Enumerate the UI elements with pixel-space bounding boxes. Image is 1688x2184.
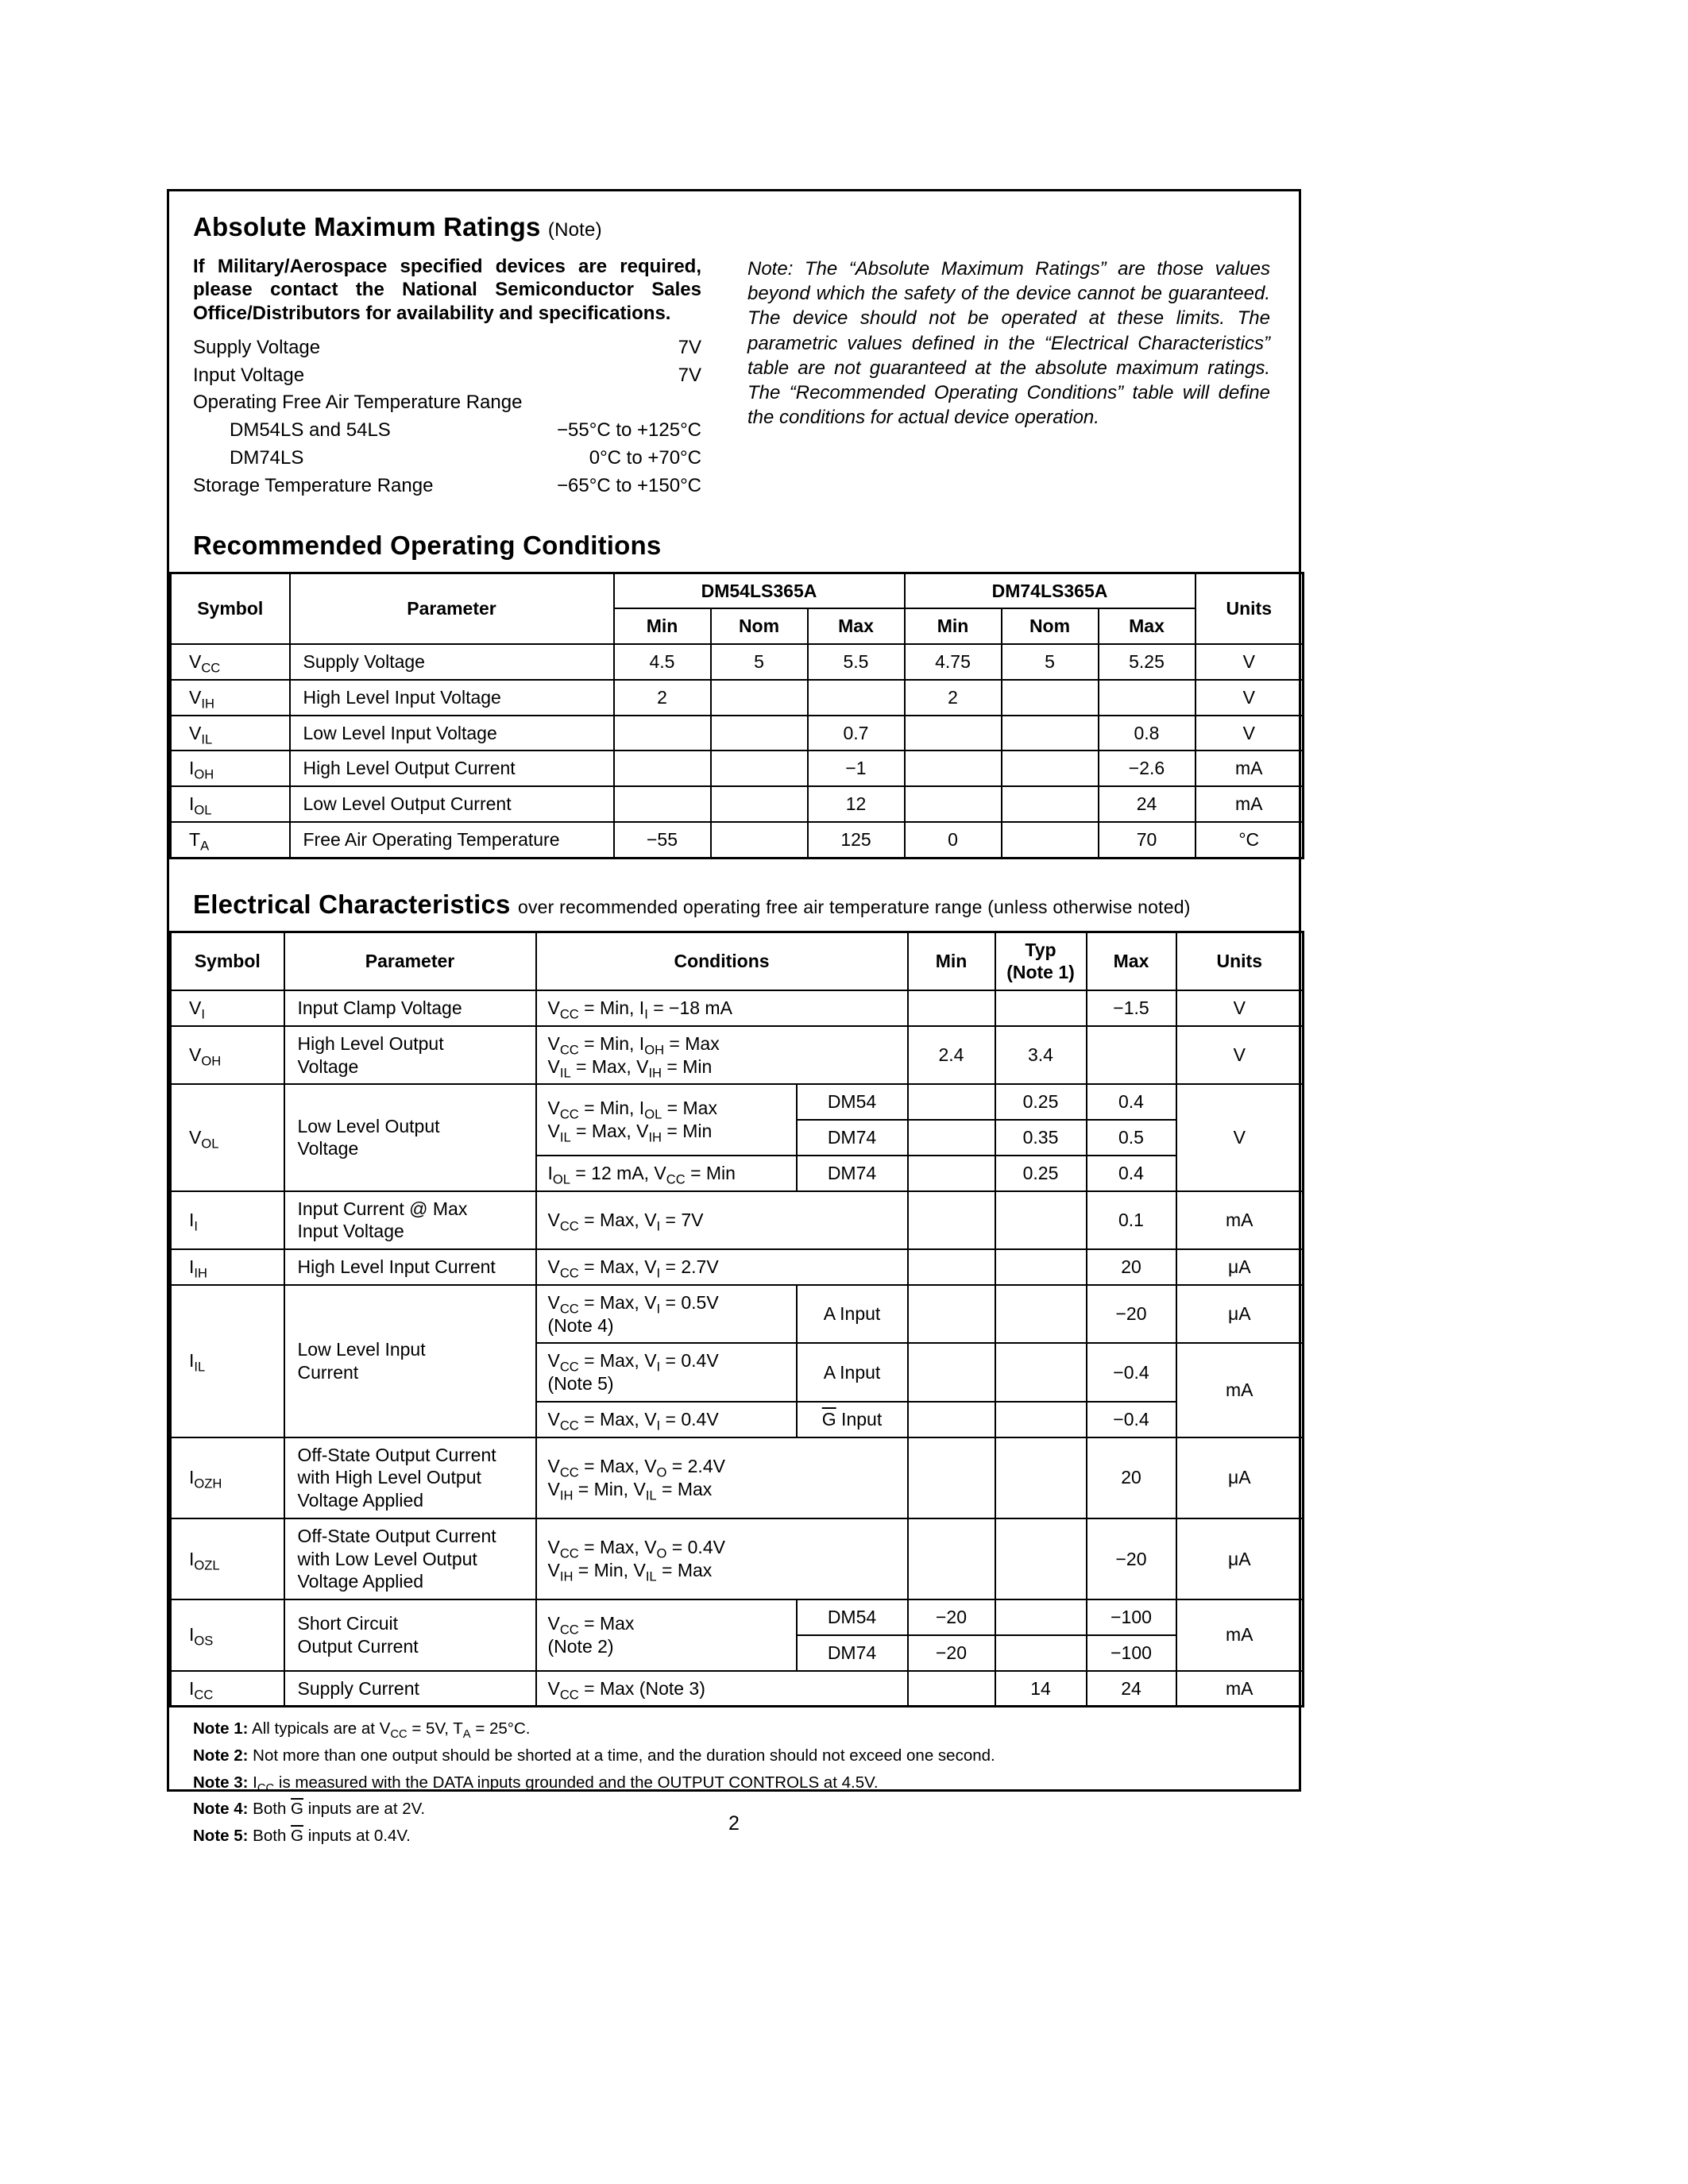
cell: $V_{CC}$ = Max, $V_O = 2.4V$ $V_{IH}$ = Min, $V_{IL}$ = Max [536,1437,908,1518]
cell [908,1156,995,1191]
cell: 2.4 [908,1026,995,1085]
table-row [171,932,1304,990]
table-row [171,1599,1304,1635]
cell: $V_{IH}$ [171,680,290,716]
table-row [171,1437,1304,1518]
cell: $V_{OH}$ [171,1026,284,1085]
note-line: Note 4: Both $\overline{G}$ inputs are at 2V. [193,1800,426,1819]
cell: 0.35 [995,1120,1087,1156]
cell: V [1176,1026,1304,1085]
cell [908,1402,995,1437]
cell: DM54 [797,1084,908,1120]
header-cell: Conditions [536,932,908,990]
table-row [171,1026,1304,1085]
amr-right-column [747,255,1270,500]
cell: −0.4 [1087,1402,1176,1437]
cell: A Input [797,1285,908,1344]
table-row [171,1084,1304,1120]
cell [614,786,711,822]
cell: 0.25 [995,1084,1087,1120]
header-cell: Nom [1002,608,1099,644]
content-frame [167,189,1301,1845]
cell [995,990,1087,1026]
header-cell: DM54LS365A [614,573,905,608]
ec-title [193,889,1270,920]
cell [908,1285,995,1344]
cell: −1 [808,751,905,786]
absolute-maximum-ratings-section [169,191,1299,500]
cell: mA [1196,786,1304,822]
cell: $\overline{G}$ Input [797,1402,908,1437]
cell: A Input [797,1343,908,1402]
header-cell: Nom [711,608,808,644]
ec-title-text: Electrical Characteristics [193,889,511,919]
table-row [171,1285,1304,1344]
cell: 20 [1087,1437,1176,1518]
cell: Low Level Input Voltage [290,716,614,751]
roc-heading [169,500,1299,561]
cell [1099,680,1196,716]
cell: 70 [1099,822,1196,858]
cell: mA [1196,751,1304,786]
header-cell: Min [614,608,711,644]
cell: mA [1176,1671,1304,1707]
cell [808,680,905,716]
spec-row [193,417,701,445]
cell: $V_{IL}$ [171,716,290,751]
amr-left-column [193,255,701,500]
cell: °C [1196,822,1304,858]
spec-label: Operating Free Air Temperature Range [193,392,523,414]
cell: 4.75 [905,644,1002,680]
cell: 0.4 [1087,1084,1176,1120]
cell: −100 [1087,1599,1176,1635]
header-cell: Units [1176,932,1304,990]
cell: $V_{CC}$ = Min, $I_I = -18$ mA [536,990,908,1026]
table-row [171,1249,1304,1285]
cell: 0 [905,822,1002,858]
cell: V [1176,990,1304,1026]
cell [711,822,808,858]
table-row [171,990,1304,1026]
cell: $V_{CC}$ = Max (Note 3) [536,1671,908,1707]
note-line: Note 5: Both $\overline{G}$ inputs at 0.4V. [193,1826,411,1845]
cell [995,1191,1087,1250]
cell: 14 [995,1671,1087,1707]
amr-title [193,212,1270,242]
cell [614,751,711,786]
cell [995,1599,1087,1635]
cell: DM74 [797,1156,908,1191]
cell: 0.7 [808,716,905,751]
table-row [171,680,1304,716]
cell: Off-State Output Current with High Level Output Voltage Applied [284,1437,536,1518]
cell: $I_{OZH}$ [171,1437,284,1518]
cell [908,1084,995,1120]
cell: V [1196,644,1304,680]
header-cell: Parameter [290,573,614,644]
cell: $V_{CC}$ = Min, $I_{OL}$ = Max $V_{IL}$ = Max, $V_{IH}$ = Min [536,1084,797,1156]
cell: μA [1176,1249,1304,1285]
note-line: Note 3: $I_{CC}$ is measured with the DATA inputs grounded and the OUTPUT CONTROLS at 4.5V. [193,1773,879,1795]
note-line: Note 2: Not more than one output should be shorted at a time, and the duration should not exceed one second. [193,1746,995,1765]
roc-title: Recommended Operating Conditions [193,530,662,560]
cell [908,1518,995,1599]
cell: −20 [1087,1518,1176,1599]
cell: DM74 [797,1635,908,1671]
cell [614,716,711,751]
cell: $I_{IH}$ [171,1249,284,1285]
spec-value: −65°C to +150°C [557,474,701,496]
header-cell: Max [808,608,905,644]
table-row [171,786,1304,822]
cell [908,990,995,1026]
spec-label: DM54LS and 54LS [230,419,391,442]
table-row [171,716,1304,751]
header-cell: Max [1087,932,1176,990]
cell: −20 [908,1635,995,1671]
cell: 0.5 [1087,1120,1176,1156]
cell [908,1437,995,1518]
cell: $I_{CC}$ [171,1671,284,1707]
cell: −100 [1087,1635,1176,1671]
table-row [171,1518,1304,1599]
cell: 4.5 [614,644,711,680]
cell: High Level Input Current [284,1249,536,1285]
header-cell: Symbol [171,573,290,644]
cell [995,1249,1087,1285]
spec-label: Input Voltage [193,364,305,386]
cell: Supply Current [284,1671,536,1707]
cell: −0.4 [1087,1343,1176,1402]
cell: mA [1176,1343,1304,1437]
cell: $I_{OL} = 12$ mA, $V_{CC}$ = Min [536,1156,797,1191]
cell [908,1343,995,1402]
cell [995,1285,1087,1344]
cell: −20 [908,1599,995,1635]
cell [995,1437,1087,1518]
cell: $V_{CC}$ = Max (Note 2) [536,1599,797,1671]
cell: 5.25 [1099,644,1196,680]
spec-label: Storage Temperature Range [193,474,434,496]
cell: V [1196,716,1304,751]
cell: 20 [1087,1249,1176,1285]
cell [908,1120,995,1156]
cell: $V_{CC}$ = Max, $V_O = 0.4V$ $V_{IH}$ = Min, $V_{IL}$ = Max [536,1518,908,1599]
cell: 0.8 [1099,716,1196,751]
cell: $V_{CC}$ = Min, $I_{OH}$ = Max $V_{IL}$ = Max, $V_{IH}$ = Min [536,1026,908,1085]
cell: Off-State Output Current with Low Level Output Voltage Applied [284,1518,536,1599]
cell [1087,1026,1176,1085]
header-cell: Max [1099,608,1196,644]
spec-value: −55°C to +125°C [557,419,701,442]
header-cell: DM74LS365A [905,573,1196,608]
note-line: Note 1: All typicals are at $V_{CC} = 5V$, $T_A = 25^\circ C$. [193,1719,531,1742]
cell: $V_I$ [171,990,284,1026]
cell: 5 [711,644,808,680]
cell: Low Level Input Current [284,1285,536,1437]
table-row [171,573,1304,608]
cell [1002,786,1099,822]
spec-row [193,473,701,500]
cell [1002,716,1099,751]
cell: 125 [808,822,905,858]
cell: 0.1 [1087,1191,1176,1250]
header-cell: Symbol [171,932,284,990]
spec-label: DM74LS [230,446,304,469]
cell: mA [1176,1191,1304,1250]
cell: 2 [614,680,711,716]
cell: $I_{OH}$ [171,751,290,786]
cell [711,751,808,786]
ratings-list [193,334,701,500]
cell: $T_A$ [171,822,290,858]
electrical-characteristics-table [169,931,1304,1708]
cell: −55 [614,822,711,858]
cell: $I_I$ [171,1191,284,1250]
ec-subtitle: over recommended operating free air temperature range (unless otherwise noted) [517,896,1191,917]
cell: 2 [905,680,1002,716]
cell: $V_{CC}$ = Max, $V_I = 0.5V$ (Note 4) [536,1285,797,1344]
spec-value: 7V [678,336,701,358]
spec-value: 0°C to +70°C [589,446,701,469]
amr-title-text: Absolute Maximum Ratings [193,212,541,241]
military-aerospace-notice: If Military/Aerospace specified devices are required, please contact the National Semiconductor Sales Office/Distributors for availability and specifications. [193,256,701,324]
cell: 12 [808,786,905,822]
cell: μA [1176,1437,1304,1518]
header-cell: Typ (Note 1) [995,932,1087,990]
header-cell: Min [908,932,995,990]
cell: High Level Output Voltage [284,1026,536,1085]
cell: $V_{CC}$ = Max, $V_I = 2.7V$ [536,1249,908,1285]
cell: mA [1176,1599,1304,1671]
cell [711,786,808,822]
cell: −20 [1087,1285,1176,1344]
recommended-operating-conditions-table [169,572,1304,859]
cell: 3.4 [995,1026,1087,1085]
cell: DM54 [797,1599,908,1635]
cell [905,751,1002,786]
cell: Free Air Operating Temperature [290,822,614,858]
cell [1002,822,1099,858]
spec-row [193,389,701,417]
cell: $I_{IL}$ [171,1285,284,1437]
cell: 24 [1087,1671,1176,1707]
header-cell: Units [1196,573,1304,644]
cell: Supply Voltage [290,644,614,680]
cell [995,1402,1087,1437]
cell [995,1635,1087,1671]
cell: $I_{OS}$ [171,1599,284,1671]
cell: Low Level Output Voltage [284,1084,536,1190]
cell: $I_{OZL}$ [171,1518,284,1599]
header-cell: Parameter [284,932,536,990]
cell [995,1343,1087,1402]
cell: $V_{CC}$ = Max, $V_I = 7V$ [536,1191,908,1250]
header-cell: Min [905,608,1002,644]
cell: Input Clamp Voltage [284,990,536,1026]
ec-heading [169,859,1299,920]
cell [908,1671,995,1707]
table-row [171,1191,1304,1250]
page-number: 2 [728,1812,740,1835]
cell: 0.4 [1087,1156,1176,1191]
spec-value: 7V [678,364,701,386]
cell [1002,680,1099,716]
cell: Short Circuit Output Current [284,1599,536,1671]
cell [995,1518,1087,1599]
cell: 5.5 [808,644,905,680]
cell: Input Current @ Max Input Voltage [284,1191,536,1250]
cell [711,716,808,751]
spec-row [193,362,701,390]
spec-row [193,445,701,473]
spec-label: Supply Voltage [193,336,321,358]
cell: $V_{CC}$ = Max, $V_I = 0.4V$ [536,1402,797,1437]
table-row [171,1671,1304,1707]
cell: High Level Output Current [290,751,614,786]
cell: 0.25 [995,1156,1087,1191]
cell: 5 [1002,644,1099,680]
cell: −1.5 [1087,990,1176,1026]
table-row [171,822,1304,858]
cell [908,1191,995,1250]
cell: $V_{CC}$ [171,644,290,680]
cell: High Level Input Voltage [290,680,614,716]
table-row [171,644,1304,680]
spec-row [193,334,701,362]
cell [1002,751,1099,786]
cell: $I_{OL}$ [171,786,290,822]
amr-columns [193,255,1270,500]
cell: 24 [1099,786,1196,822]
cell [905,716,1002,751]
cell: $V_{OL}$ [171,1084,284,1190]
cell: DM74 [797,1120,908,1156]
table-row [171,751,1304,786]
cell [711,680,808,716]
cell: μA [1176,1285,1304,1344]
cell: −2.6 [1099,751,1196,786]
cell: $V_{CC}$ = Max, $V_I = 0.4V$ (Note 5) [536,1343,797,1402]
cell [908,1249,995,1285]
cell: μA [1176,1518,1304,1599]
cell: Low Level Output Current [290,786,614,822]
amr-title-note: (Note) [547,219,602,241]
cell: V [1196,680,1304,716]
cell: V [1176,1084,1304,1190]
cell [905,786,1002,822]
amr-side-note: Note: The “Absolute Maximum Ratings” are those values beyond which the safety of the device cannot be guaranteed. The device should not be operated at these limits. The parametric values defined in the “Electrical Characteristics” table are not guaranteed at the absolute maximum ratings. The “Recommended Operating Conditions” table will define the conditions for actual device operation. [747,258,1270,429]
